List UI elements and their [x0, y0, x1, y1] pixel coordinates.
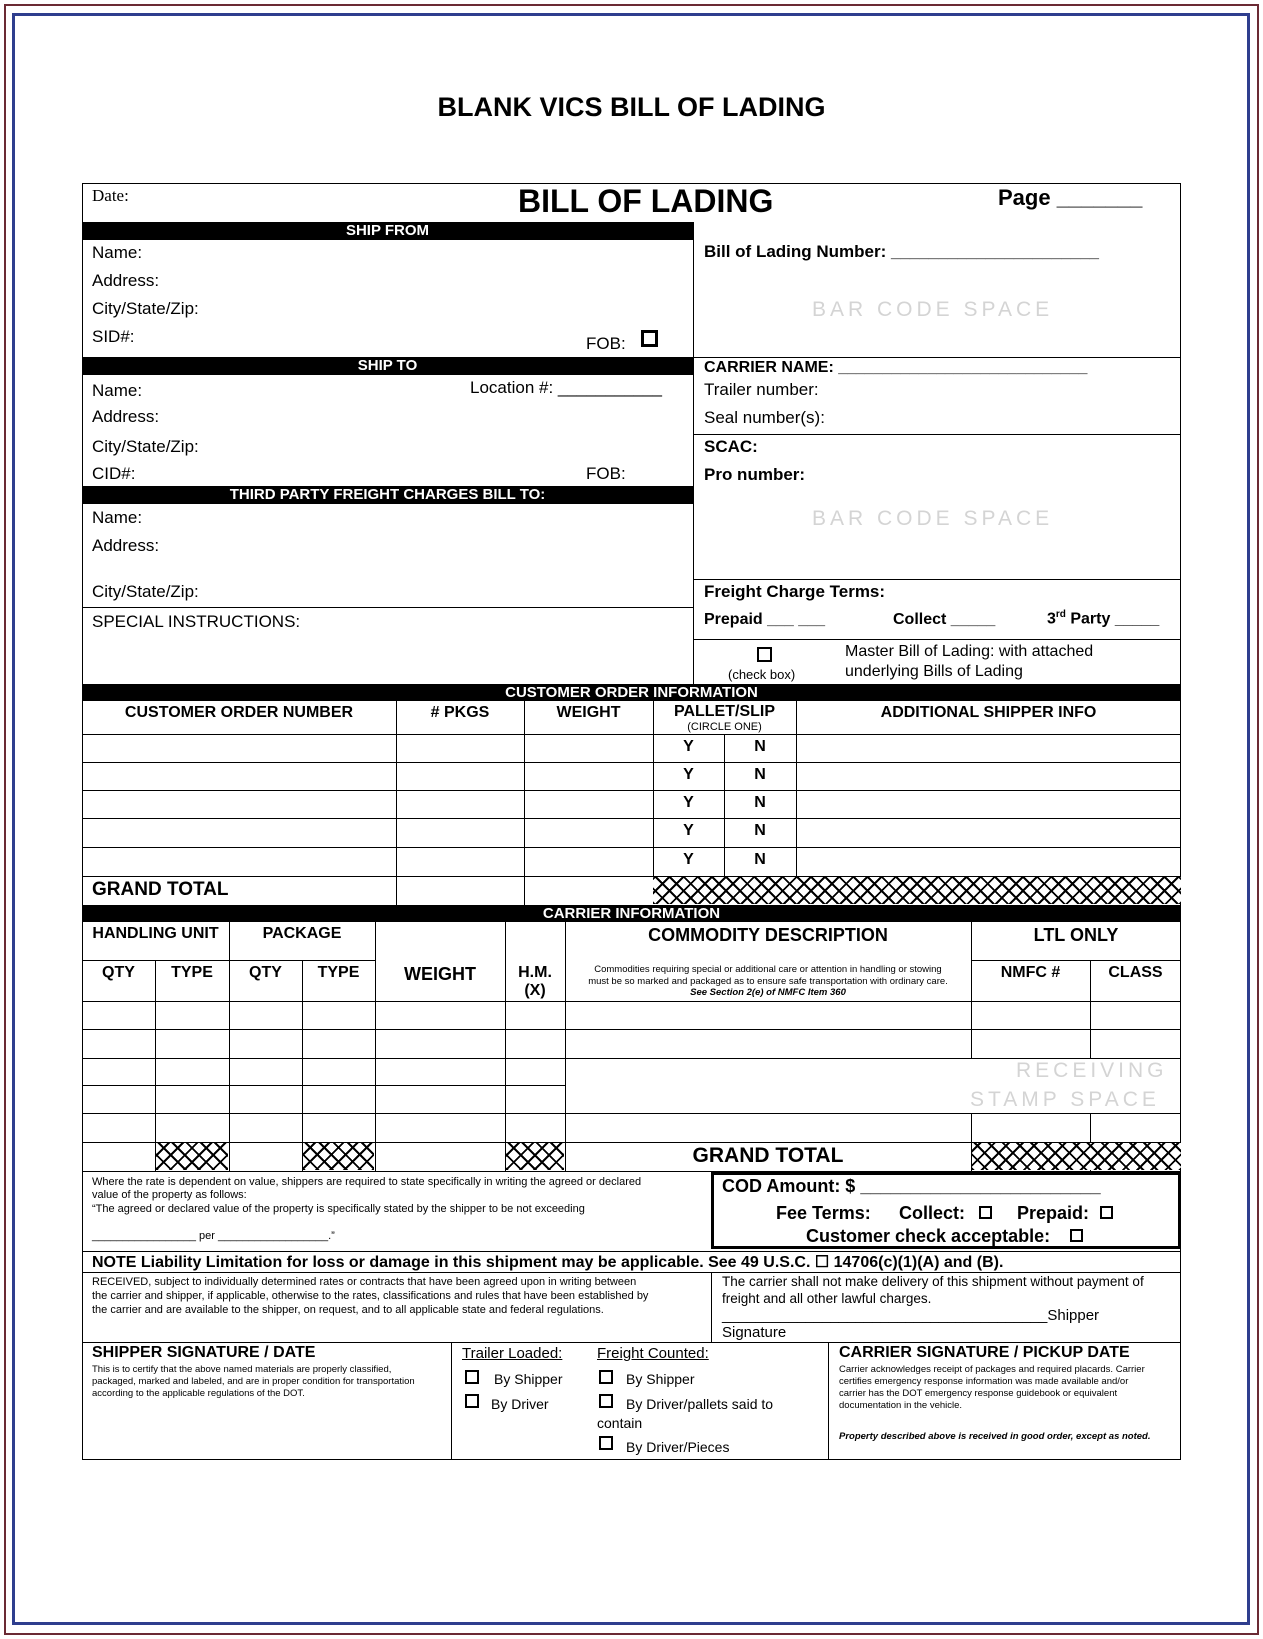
fee-collect-label: Collect: [899, 1203, 966, 1223]
fee-prepaid-checkbox[interactable] [1100, 1206, 1113, 1219]
ci-hatch-hm [506, 1143, 564, 1170]
shipper-sig-line1: This is to certify that the above named materials are properly classified, [92, 1364, 392, 1375]
shipper-signature-line: _______________________________________Shipper [722, 1307, 1100, 1324]
barcode-space-2: BAR CODE SPACE [812, 507, 1054, 530]
ship-from-name-label: Name: [92, 243, 143, 262]
co-y-1[interactable]: Y [683, 766, 694, 783]
third-party-name-label: Name: [92, 508, 143, 527]
trailer-by-driver-label: By Driver [491, 1396, 549, 1412]
ci-qty-2: QTY [249, 964, 282, 981]
ci-row-line-1 [82, 1029, 1181, 1030]
carrier-sig-footer: Property described above is received in good order, except as noted. [839, 1431, 1151, 1442]
ci-col-d [565, 922, 566, 1171]
carrier-sig-line4: documentation in the vehicle. [839, 1400, 963, 1411]
customer-check-label: Customer check acceptable: [806, 1226, 1051, 1246]
co-n-0[interactable]: N [754, 738, 766, 755]
ci-handling-unit: HANDLING UNIT [92, 925, 219, 942]
fee-collect-checkbox[interactable] [979, 1206, 992, 1219]
ci-qty-1: QTY [102, 964, 135, 981]
received-line3: the carrier and are available to the shipper, on request, and to all applicable state and federal regulations. [92, 1304, 604, 1316]
received-line2: the carrier and shipper, if applicable, otherwise to the rates, classifications and rules that have been established by [92, 1290, 649, 1302]
divider-scac [693, 434, 1181, 435]
divider-sig-top [82, 1342, 1181, 1343]
scac-label: SCAC: [704, 437, 758, 456]
divider-special [82, 607, 693, 608]
master-bol-checkbox[interactable] [757, 647, 772, 662]
co-n-3[interactable]: N [754, 822, 766, 839]
fee-terms-label: Fee Terms: [776, 1203, 871, 1223]
divider-freight [693, 579, 1181, 580]
page-label: Page _______ [998, 185, 1143, 210]
co-header-pallet: PALLET/SLIP [673, 703, 776, 720]
ci-commodity-note-3: See Section 2(e) of NMFC Item 360 [690, 987, 846, 998]
receiving-stamp-1: RECEIVING [1016, 1059, 1168, 1082]
value-note-line3: “The agreed or declared value of the property is specifically stated by the shipper to be not exceeding [92, 1203, 585, 1215]
carrier-name-label: CARRIER NAME: ____________________________ [704, 359, 1088, 376]
third-party-terms-label: 3rd Party _____ [1047, 609, 1160, 628]
ci-col-b [375, 922, 376, 1171]
ship-to-bar: SHIP TO [82, 357, 693, 375]
counted-by-driver-pieces-label: By Driver/Pieces [626, 1439, 730, 1455]
ci-weight: WEIGHT [404, 964, 476, 984]
ship-from-sid-label: SID#: [92, 327, 135, 346]
pro-number-label: Pro number: [704, 465, 806, 484]
special-instructions-label: SPECIAL INSTRUCTIONS: [92, 612, 301, 631]
carrier-payment-line2: freight and all other lawful charges. [722, 1291, 932, 1306]
seal-number-label: Seal number(s): [704, 408, 825, 427]
page-title: BLANK VICS BILL OF LADING [437, 92, 826, 122]
prepaid-label: Prepaid ___ ___ [704, 611, 825, 628]
ship-to-fob-label: FOB: [586, 464, 626, 483]
co-n-1[interactable]: N [754, 766, 766, 783]
ci-type-1: TYPE [171, 964, 213, 981]
ci-type-2: TYPE [317, 964, 360, 981]
value-note-line2: value of the property as follows: [92, 1189, 247, 1201]
co-grand-total-label: GRAND TOTAL [92, 879, 229, 900]
trailer-by-shipper-label: By Shipper [494, 1371, 563, 1387]
received-line1: RECEIVED, subject to individually determined rates or contracts that have been agreed upon in writing between [92, 1276, 637, 1288]
ship-to-cid-label: CID#: [92, 464, 136, 483]
co-header-additional: ADDITIONAL SHIPPER INFO [880, 704, 1097, 721]
co-total-col-1 [396, 876, 397, 905]
divider-sig-1 [451, 1342, 452, 1460]
carrier-sig-title: CARRIER SIGNATURE / PICKUP DATE [839, 1344, 1130, 1361]
co-y-3[interactable]: Y [683, 822, 694, 839]
ci-commodity: COMMODITY DESCRIPTION [648, 925, 888, 945]
shipper-sig-title: SHIPPER SIGNATURE / DATE [92, 1344, 316, 1361]
counted-by-shipper-checkbox[interactable] [599, 1370, 613, 1384]
ci-commodity-note-2: must be so marked and packaged as to ensure safe transportation with ordinary care. [588, 976, 948, 987]
co-col-1 [396, 701, 397, 876]
value-note-line4: _________________ per __________________.” [92, 1230, 335, 1242]
co-col-5 [796, 701, 797, 876]
ci-col-q2 [302, 960, 303, 1171]
ci-subhead-line-1 [82, 960, 375, 961]
ship-from-csz-label: City/State/Zip: [92, 299, 199, 318]
ci-row-line-4 [82, 1113, 1181, 1114]
counted-by-driver-pallets-checkbox[interactable] [599, 1394, 613, 1408]
ci-commodity-note-1: Commodities requiring special or additional care or attention in handling or stowing [594, 964, 942, 975]
customer-order-bar: CUSTOMER ORDER INFORMATION [82, 684, 1181, 701]
ship-from-address-label: Address: [92, 271, 160, 290]
trailer-loaded-title: Trailer Loaded: [462, 1345, 563, 1362]
co-row-line-4 [82, 847, 1181, 848]
master-bol-line2: underlying Bills of Lading [845, 663, 1023, 680]
signature-label: Signature [722, 1324, 787, 1341]
collect-label: Collect _____ [893, 611, 996, 628]
ci-nmfc: NMFC # [1000, 964, 1061, 981]
divider-sig-2 [828, 1342, 829, 1460]
carrier-payment-line1: The carrier shall not make delivery of this shipment without payment of [722, 1274, 1144, 1289]
trailer-number-label: Trailer number: [704, 380, 819, 399]
ci-col-c [505, 922, 506, 1171]
divider-received [711, 1272, 712, 1342]
co-y-0[interactable]: Y [683, 738, 694, 755]
customer-check-checkbox[interactable] [1070, 1229, 1083, 1242]
cod-amount-label: COD Amount: $ ________________________ [722, 1176, 1101, 1196]
co-header-weight: WEIGHT [556, 704, 621, 721]
date-label: Date: [92, 186, 129, 205]
co-grand-total-hatch [653, 877, 1181, 904]
co-row-line-2 [82, 790, 1181, 791]
ci-hatch-type-2 [303, 1143, 374, 1170]
bol-number-label: Bill of Lading Number: ______________________ [704, 242, 1099, 261]
receiving-stamp-2: STAMP SPACE [970, 1088, 1160, 1111]
ci-ltl-only: LTL ONLY [1033, 925, 1119, 945]
carrier-info-bar: CARRIER INFORMATION [82, 905, 1181, 922]
counted-by-driver-pallets-label: By Driver/pallets said to [626, 1396, 774, 1412]
co-header-order: CUSTOMER ORDER NUMBER [124, 704, 354, 721]
fee-prepaid-label: Prepaid: [1017, 1203, 1090, 1223]
divider-carrier [693, 357, 1181, 358]
co-col-2 [524, 701, 525, 876]
shipper-sig-line3: according to the applicable regulations of the DOT. [92, 1388, 305, 1399]
trailer-by-shipper-checkbox[interactable] [465, 1370, 479, 1384]
ci-hatch-ltl [972, 1143, 1181, 1170]
ci-hm: H.M. [518, 964, 552, 981]
liability-note: NOTE Liability Limitation for loss or damage in this shipment may be applicable. See 49 U.S.C. ☐ 14706(c)(1)(A) and (B). [92, 1254, 1004, 1271]
third-party-address-label: Address: [92, 536, 160, 555]
ship-from-bar: SHIP FROM [82, 222, 693, 240]
ci-row-line-3 [82, 1085, 565, 1086]
counted-by-driver-pieces-checkbox[interactable] [599, 1436, 613, 1450]
ci-hm-x: (X) [524, 982, 546, 999]
ci-row-line-0 [82, 1001, 1181, 1002]
co-n-2[interactable]: N [754, 794, 766, 811]
ci-subhead-line-2 [971, 960, 1181, 961]
carrier-sig-line2: certifies emergency response information was made available and/or [839, 1376, 1129, 1387]
value-note-line1: Where the rate is dependent on value, shippers are required to state specifically in writing the agreed or declared [92, 1176, 642, 1188]
ship-from-fob-label: FOB: [586, 334, 626, 353]
co-total-col-2 [524, 876, 525, 905]
barcode-space-1: BAR CODE SPACE [812, 298, 1054, 321]
ci-grand-total-label: GRAND TOTAL [692, 1144, 844, 1167]
divider-note-bottom [82, 1272, 1181, 1273]
ship-to-name-label: Name: [92, 381, 143, 400]
divider-master [693, 639, 1181, 640]
freight-counted-title: Freight Counted: [597, 1345, 709, 1362]
master-bol-line1: Master Bill of Lading: with attached [845, 643, 1094, 660]
check-box-label: (check box) [728, 667, 796, 682]
form-title: BILL OF LADING [518, 183, 774, 219]
column-divider [693, 222, 694, 684]
counted-contain-label: contain [597, 1415, 643, 1431]
ci-hatch-type-1 [156, 1143, 228, 1170]
co-n-4[interactable]: N [754, 851, 766, 868]
co-row-line-3 [82, 818, 1181, 819]
ship-to-csz-label: City/State/Zip: [92, 437, 199, 456]
ci-col-q1 [155, 960, 156, 1171]
co-row-line-1 [82, 762, 1181, 763]
co-row-line-0 [82, 734, 1181, 735]
ci-class: CLASS [1108, 964, 1163, 981]
third-party-csz-label: City/State/Zip: [92, 582, 199, 601]
ship-to-address-label: Address: [92, 407, 160, 426]
ship-to-location-label: Location #: ___________ [470, 378, 662, 397]
ship-from-fob-checkbox[interactable] [641, 330, 658, 347]
ci-col-a2 [229, 960, 230, 1171]
shipper-sig-line2: packaged, marked and labeled, and are in proper condition for transportation [92, 1376, 415, 1387]
co-y-2[interactable]: Y [683, 794, 694, 811]
counted-by-shipper-label: By Shipper [626, 1371, 695, 1387]
carrier-sig-line3: carrier has the DOT emergency response guidebook or equivalent [839, 1388, 1118, 1399]
trailer-by-driver-checkbox[interactable] [465, 1394, 479, 1408]
freight-terms-label: Freight Charge Terms: [704, 582, 886, 601]
carrier-sig-line1: Carrier acknowledges receipt of packages and required placards. Carrier [839, 1364, 1145, 1375]
third-party-bar: THIRD PARTY FREIGHT CHARGES BILL TO: [82, 486, 693, 504]
co-circle-one: (CIRCLE ONE) [687, 721, 762, 733]
co-y-4[interactable]: Y [683, 851, 694, 868]
ci-package: PACKAGE [262, 925, 342, 942]
co-header-pkgs: # PKGS [430, 704, 490, 721]
